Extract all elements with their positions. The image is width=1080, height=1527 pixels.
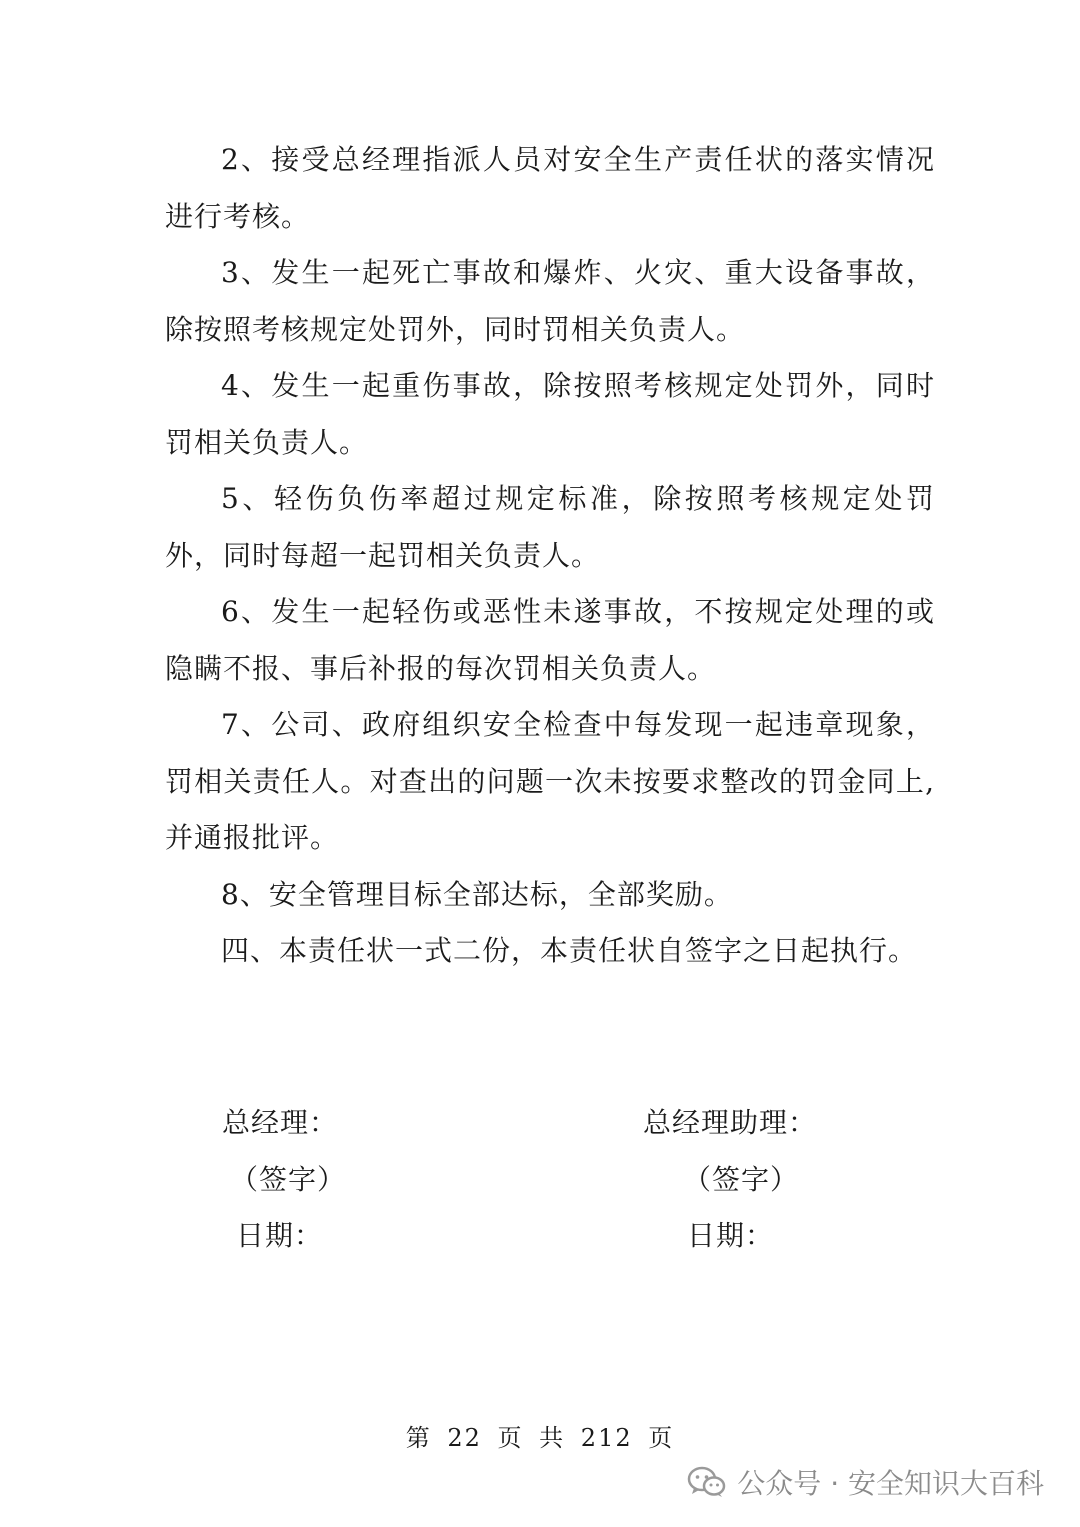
paragraph-7: 7、公司、政府组织安全检查中每发现一起违章现象，罚相关责任人。对查出的问题一次未按要求整改的罚金同上,并通报批评。: [165, 708, 935, 854]
watermark: [687, 1462, 1044, 1502]
watermark-text: 公众号 · 安全知识大百科: [737, 1467, 1044, 1500]
signature-placeholder: （签字）: [230, 1162, 347, 1196]
paragraph-2: 2、接受总经理指派人员对安全生产责任状的落实情况进行考核。: [165, 143, 935, 233]
paragraph-5: 5、轻伤负伤率超过规定标准，除按照考核规定处罚外，同时每超一起罚相关负责人。: [165, 482, 935, 572]
wechat-icon: [687, 1465, 727, 1499]
paragraph-8: 8、安全管理目标全部达标，全部奖励。: [221, 877, 733, 911]
signature-role: 总经理助理：: [643, 1106, 818, 1139]
signature-block-assistant: [643, 1095, 817, 1265]
document-body: [165, 132, 935, 980]
page-number: 第 22 页 共 212 页: [405, 1424, 675, 1452]
signature-block-general-manager: [222, 1095, 346, 1265]
paragraph-3: 3、发生一起死亡事故和爆炸、火灾、重大设备事故，除按照考核规定处罚外，同时罚相关负责人。: [165, 256, 935, 346]
signature-date: 日期：: [236, 1219, 324, 1252]
paragraph-section-4: 四、本责任状一式二份，本责任状自签字之日起执行。: [221, 934, 918, 967]
signature-date: 日期：: [687, 1219, 775, 1252]
paragraph-6: 6、发生一起轻伤或恶性未遂事故，不按规定处理的或隐瞒不报、事后补报的每次罚相关负责人。: [165, 595, 935, 685]
signature-placeholder: （签字）: [683, 1162, 800, 1196]
paragraph-4: 4、发生一起重伤事故，除按照考核规定处罚外，同时罚相关负责人。: [165, 369, 935, 459]
signature-role: 总经理：: [222, 1106, 339, 1139]
